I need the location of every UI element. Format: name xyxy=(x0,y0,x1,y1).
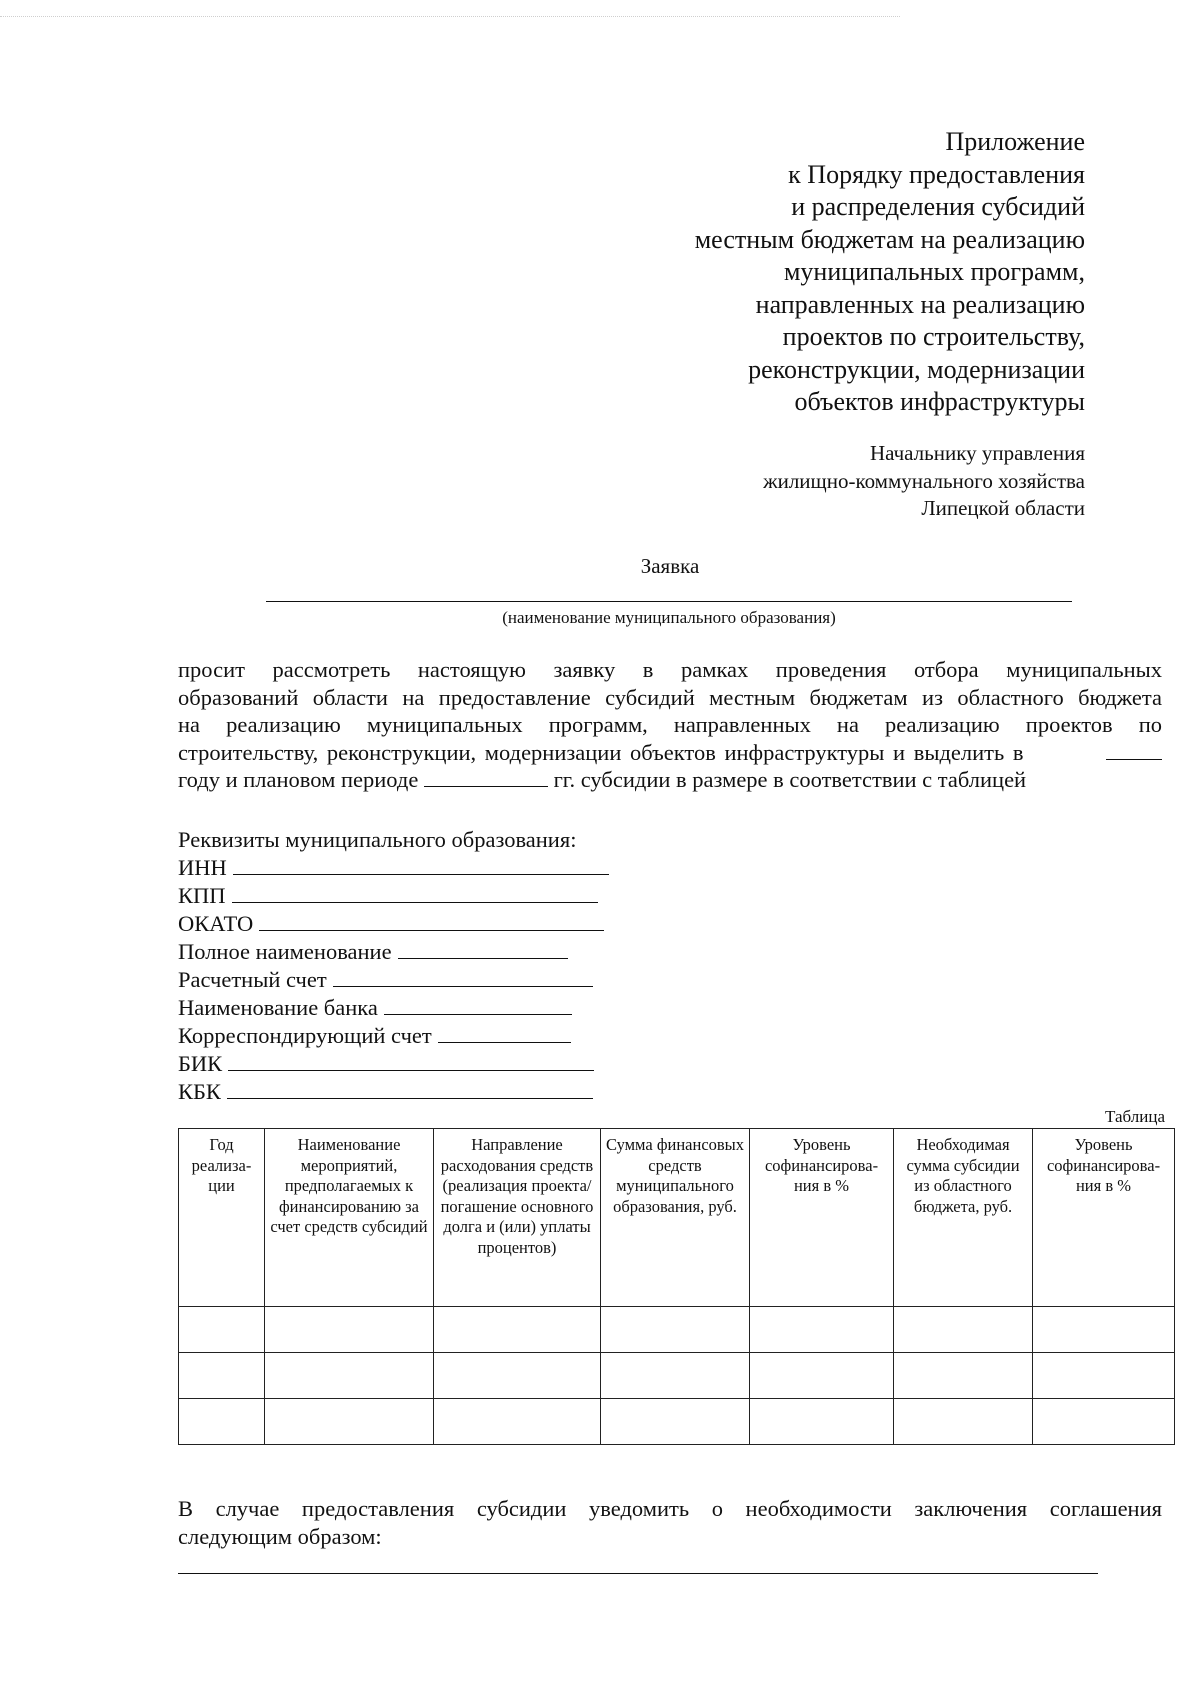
appendix-line: объектов инфраструктуры xyxy=(794,387,1085,416)
table-cell[interactable] xyxy=(601,1353,750,1399)
bik-field[interactable] xyxy=(228,1050,594,1071)
column-header: Необходимая сумма субсидии из областного бюджета, руб. xyxy=(894,1129,1033,1307)
body-line: просит рассмотреть настоящую заявку в рамках проведения отбора муниципальных xyxy=(178,657,1162,682)
column-header: Наименование мероприятий, предполагаемых к финансированию за счет средств субсидий xyxy=(265,1129,434,1307)
table-cell[interactable] xyxy=(894,1307,1033,1353)
requisite-label: Полное наименование xyxy=(178,939,392,964)
requisite-row xyxy=(178,1022,698,1050)
correspondent-account-field[interactable] xyxy=(438,1022,571,1043)
table-cell[interactable] xyxy=(750,1353,894,1399)
municipality-name-field[interactable] xyxy=(266,601,1072,602)
subsidy-table xyxy=(178,1128,1175,1445)
requisites-block xyxy=(178,826,698,1106)
appendix-header xyxy=(565,126,1085,419)
requisite-row xyxy=(178,882,698,910)
addressee-line: Липецкой области xyxy=(921,496,1085,520)
requisite-label: КПП xyxy=(178,883,226,908)
appendix-line: местным бюджетам на реализацию xyxy=(694,224,1085,254)
requisites-heading xyxy=(178,826,698,854)
kbk-field[interactable] xyxy=(227,1078,593,1099)
requisite-label: КБК xyxy=(178,1079,221,1104)
requisite-row xyxy=(178,966,698,994)
table-cell[interactable] xyxy=(601,1307,750,1353)
table-cell[interactable] xyxy=(179,1399,265,1445)
column-header: Уровень софинансирова- ния в % xyxy=(1033,1129,1175,1307)
table-row xyxy=(179,1307,1175,1353)
table-row xyxy=(179,1353,1175,1399)
column-header: Направление расходования средств (реализация проекта/погашение основного долга и (или) уплаты процентов) xyxy=(434,1129,601,1307)
table-header-row xyxy=(179,1129,1175,1307)
body-line-text: строительству, реконструкции, модернизации объектов инфраструктуры и выделить в xyxy=(178,739,1024,765)
requisite-row xyxy=(178,994,698,1022)
appendix-line: Приложение xyxy=(945,127,1085,156)
table-cell[interactable] xyxy=(894,1399,1033,1445)
requisite-label: Расчетный счет xyxy=(178,967,327,992)
addressee-line: жилищно-коммунального хозяйства xyxy=(763,468,1085,493)
request-title: Заявка xyxy=(640,554,700,578)
table-cell[interactable] xyxy=(265,1307,434,1353)
table-cell[interactable] xyxy=(434,1399,601,1445)
planning-period-blank-field[interactable] xyxy=(424,766,548,787)
agreement-method-field[interactable] xyxy=(178,1573,1098,1574)
full-name-field[interactable] xyxy=(398,938,568,959)
year-blank-field[interactable] xyxy=(1106,739,1162,760)
appendix-line: направленных на реализацию xyxy=(755,289,1085,319)
body-line: на реализацию муниципальных программ, направленных на реализацию проектов по xyxy=(178,712,1162,737)
column-header: Сумма финансовых средств муниципального образования, руб. xyxy=(601,1129,750,1307)
table-cell[interactable] xyxy=(265,1353,434,1399)
body-line-text: гг. субсидии в размере в соответствии с таблицей xyxy=(553,767,1027,792)
column-header: Год реализа- ции xyxy=(179,1129,265,1307)
table-cell[interactable] xyxy=(179,1307,265,1353)
table-cell[interactable] xyxy=(179,1353,265,1399)
body-line: образований области на предоставление субсидий местным бюджетам из областного бюджета xyxy=(178,684,1162,710)
table-cell[interactable] xyxy=(894,1353,1033,1399)
table-cell[interactable] xyxy=(750,1399,894,1445)
table-cell[interactable] xyxy=(265,1399,434,1445)
requisite-label: Корреспондирующий счет xyxy=(178,1023,432,1048)
table-cell[interactable] xyxy=(434,1307,601,1353)
table-cell[interactable] xyxy=(1033,1353,1175,1399)
table-cell[interactable] xyxy=(1033,1307,1175,1353)
requisite-label: Наименование банка xyxy=(178,995,378,1020)
body-line-text: году и плановом периоде xyxy=(178,767,419,792)
request-body xyxy=(178,656,1162,794)
settlement-account-field[interactable] xyxy=(333,966,593,987)
appendix-line: проектов по строительству, xyxy=(782,322,1085,351)
closing-text xyxy=(178,1495,1162,1551)
requisite-row xyxy=(178,1050,698,1078)
body-line xyxy=(178,766,1162,794)
requisite-label: ИНН xyxy=(178,855,227,880)
appendix-line: и распределения субсидий xyxy=(791,192,1085,221)
table-cell[interactable] xyxy=(750,1307,894,1353)
requisite-row xyxy=(178,1078,698,1106)
appendix-line: реконструкции, модернизации xyxy=(748,354,1085,384)
municipality-caption: (наименование муниципального образования) xyxy=(502,608,836,627)
requisite-row xyxy=(178,938,698,966)
closing-line: В случае предоставления субсидии уведомить о необходимости заключения соглашения xyxy=(178,1496,1162,1521)
addressee-line: Начальнику управления xyxy=(869,441,1085,465)
closing-line: следующим образом: xyxy=(178,1524,382,1549)
appendix-line: муниципальных программ, xyxy=(783,257,1085,286)
column-header: Уровень софинансирова- ния в % xyxy=(750,1129,894,1307)
requisite-row xyxy=(178,910,698,938)
requisite-label: ОКАТО xyxy=(178,911,254,936)
addressee-block xyxy=(565,440,1085,523)
scan-artifact-line xyxy=(0,16,900,18)
kpp-field[interactable] xyxy=(232,882,598,903)
okato-field[interactable] xyxy=(259,910,604,931)
table-cell[interactable] xyxy=(601,1399,750,1445)
appendix-line: к Порядку предоставления xyxy=(788,159,1085,189)
table-cell[interactable] xyxy=(1033,1399,1175,1445)
body-line xyxy=(178,739,1162,767)
table-cell[interactable] xyxy=(434,1353,601,1399)
requisites-heading-text: Реквизиты муниципального образования: xyxy=(178,827,577,852)
table-caption: Таблица xyxy=(1105,1107,1165,1126)
inn-field[interactable] xyxy=(233,854,609,875)
table-row xyxy=(179,1399,1175,1445)
requisite-row xyxy=(178,854,698,882)
bank-name-field[interactable] xyxy=(384,994,572,1015)
requisite-label: БИК xyxy=(178,1051,223,1076)
